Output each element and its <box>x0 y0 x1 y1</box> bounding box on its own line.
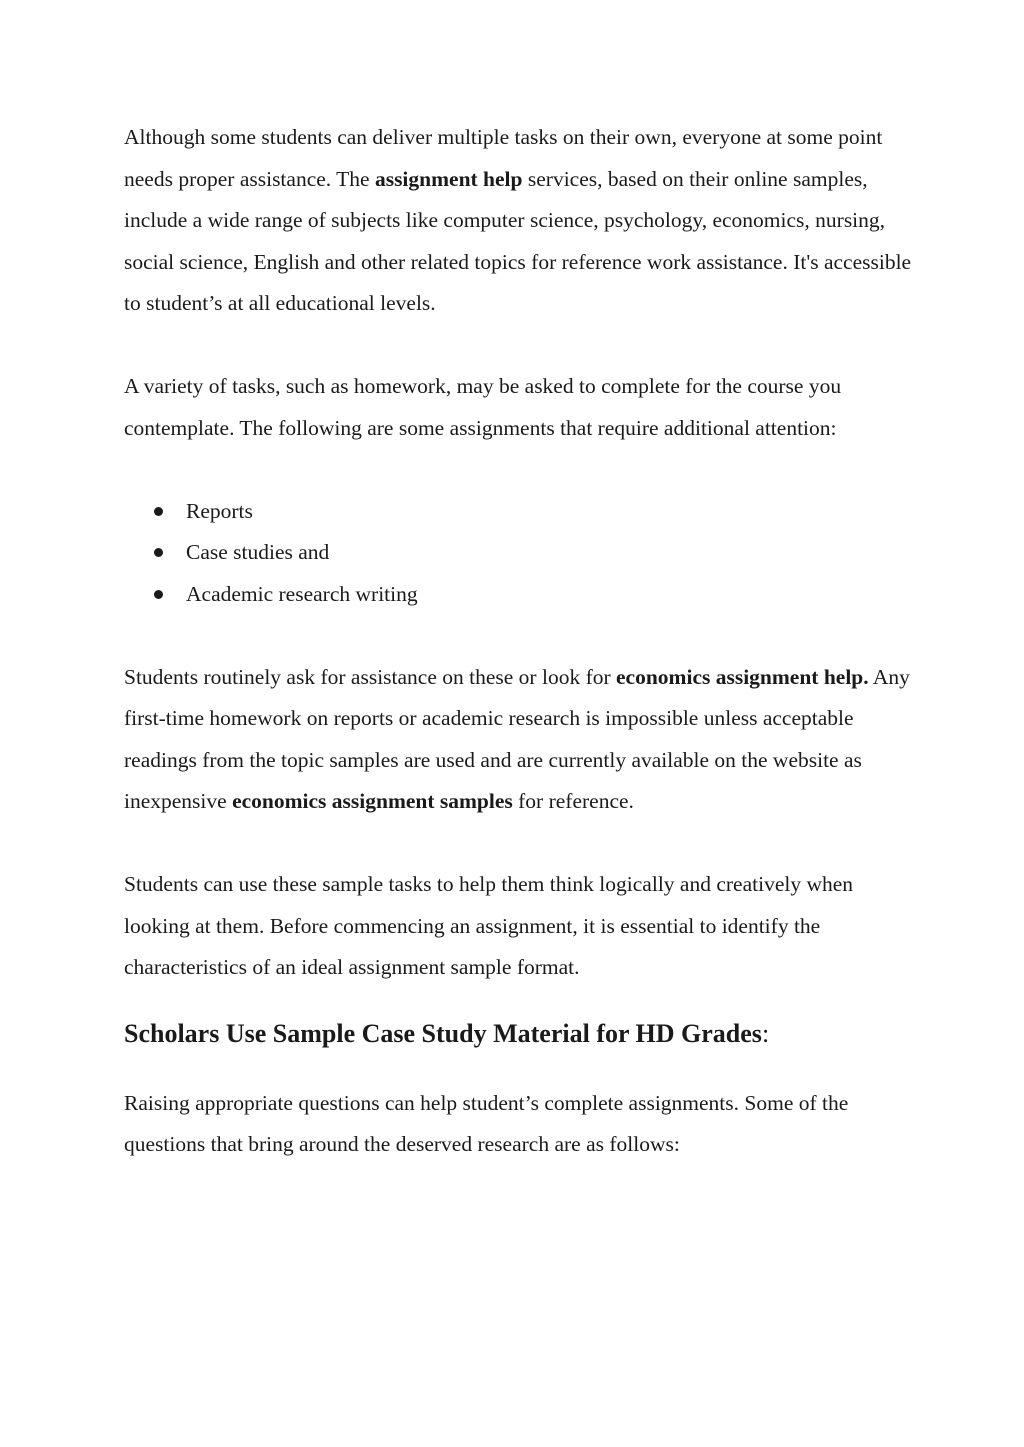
bullet-icon <box>154 507 163 516</box>
assignment-types-list <box>124 491 914 616</box>
keyword-assignment-help: assignment help <box>374 166 523 191</box>
paragraph-sample-tasks: Students can use these sample tasks to help them think logically and creatively when looking at them. Before commencing an assignment, it is essential to identify the characteristics of an ideal assignment sample format. <box>124 872 854 979</box>
paragraph-gap <box>124 615 914 657</box>
paragraph-economics <box>124 657 914 823</box>
bullet-icon <box>154 548 163 557</box>
list-item <box>154 491 914 533</box>
document-body <box>124 117 914 1166</box>
paragraph-gap <box>124 325 914 367</box>
list-item <box>154 532 914 574</box>
paragraph-questions: Raising appropriate questions can help student’s complete assignments. Some of the questions that bring around the deserved research are as follows: <box>124 1090 849 1156</box>
paragraph-tasks: A variety of tasks, such as homework, may be asked to complete for the course you contemplate. The following are some assignments that require additional attention: <box>124 374 842 440</box>
heading-text: Scholars Use Sample Case Study Material for HD Grades <box>124 1018 762 1048</box>
list-item-label: Reports <box>186 498 253 523</box>
paragraph-text: Students routinely ask for assistance on these or look for <box>124 664 617 689</box>
paragraph-text: Although some students can deliver multiple tasks on their own, everyone at some point needs proper assistance. The <box>124 125 883 191</box>
paragraph-gap <box>124 449 914 491</box>
paragraph-intro <box>124 117 914 325</box>
heading-colon: : <box>761 1018 770 1048</box>
list-item-label: Academic research writing <box>186 581 418 606</box>
bullet-icon <box>154 590 163 599</box>
list-item-label: Case studies and <box>186 540 330 564</box>
paragraph-text: for reference. <box>512 789 634 813</box>
keyword-economics-assignment-samples: economics assignment samples <box>232 789 513 813</box>
keyword-economics-assignment-help: economics assignment help. <box>616 664 869 689</box>
list-item <box>154 574 914 616</box>
section-heading <box>124 989 914 1083</box>
paragraph-text: Any first-time homework on reports or academic research is impossible unless acceptable readings from the topic samples are used and are currently available on the website as inexpensive <box>124 664 910 813</box>
paragraph-gap <box>124 823 914 865</box>
paragraph-text: services, based on their online samples, include a wide range of subjects like computer science, psychology, economics, nursing, social science, English and other related topics for reference work assistance. It's accessible to student’s at all educational levels. <box>124 166 912 315</box>
